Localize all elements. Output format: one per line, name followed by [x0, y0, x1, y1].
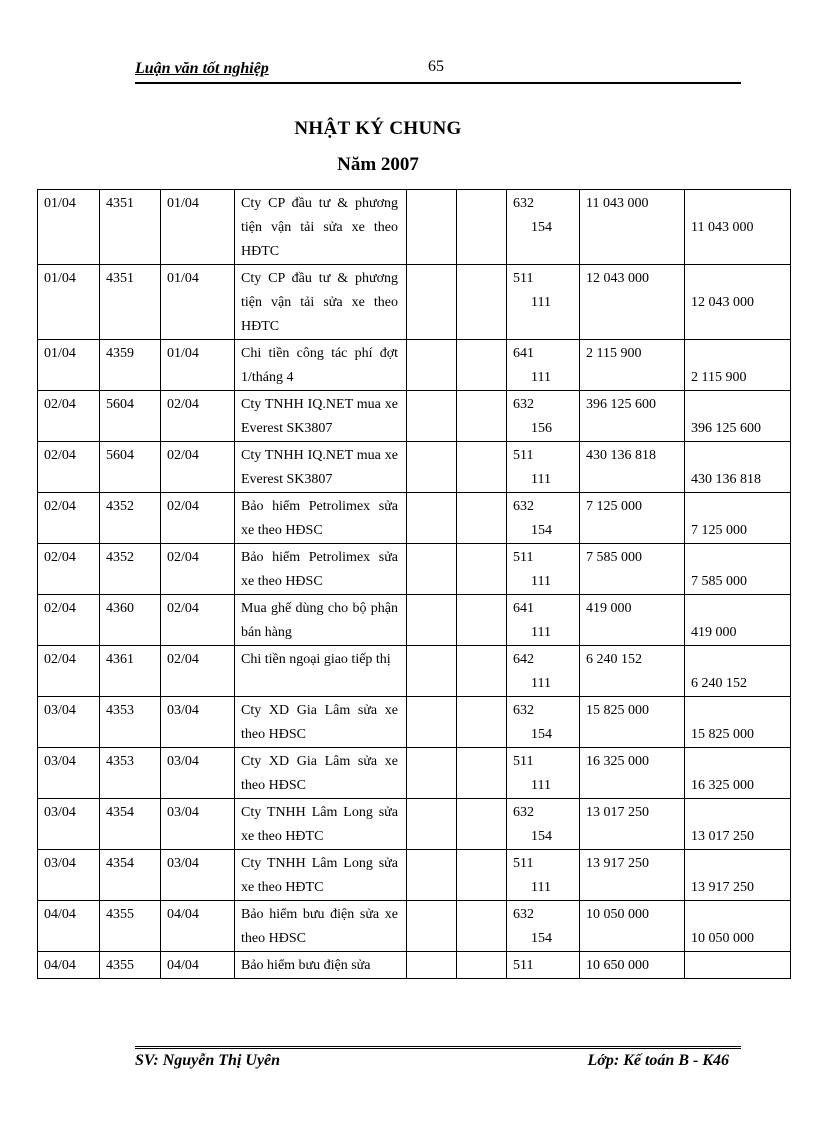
voucher-date: 02/04: [161, 646, 235, 697]
debit-account: 632: [513, 703, 534, 718]
entry-date: 02/04: [38, 595, 100, 646]
account-numbers: [507, 190, 580, 265]
credit-account: 156: [531, 421, 552, 436]
account-numbers: [507, 748, 580, 799]
debit-amount: 13 017 250: [580, 799, 685, 850]
thesis-label: Luận văn tốt nghiệp: [135, 60, 269, 77]
voucher-number: 4355: [100, 901, 161, 952]
ledger-page: [407, 901, 457, 952]
credit-amount: 15 825 000: [685, 697, 791, 748]
journal-body: [38, 190, 791, 979]
table-row: [38, 952, 791, 979]
entry-date: 02/04: [38, 391, 100, 442]
table-row: [38, 391, 791, 442]
debit-amount: 11 043 000: [580, 190, 685, 265]
line-number: [457, 265, 507, 340]
journal-table: [37, 189, 791, 979]
credit-amount: 11 043 000: [685, 190, 791, 265]
credit-amount: 419 000: [685, 595, 791, 646]
debit-amount: 7 125 000: [580, 493, 685, 544]
account-numbers: [507, 493, 580, 544]
credit-amount: 13 917 250: [685, 850, 791, 901]
ledger-page: [407, 340, 457, 391]
class-label: Lớp: Kế toán B - K46: [587, 1052, 729, 1069]
credit-amount: 2 115 900: [685, 340, 791, 391]
voucher-date: 03/04: [161, 799, 235, 850]
credit-account: 154: [531, 523, 552, 538]
entry-description: Cty CP đầu tư & phương tiện vận tải sửa xe theo HĐTC: [235, 265, 407, 340]
entry-description: Cty TNHH IQ.NET mua xe Everest SK3807: [235, 442, 407, 493]
account-numbers: [507, 799, 580, 850]
entry-date: 04/04: [38, 952, 100, 979]
entry-description: Chi tiền công tác phí đợt 1/tháng 4: [235, 340, 407, 391]
voucher-number: 4354: [100, 850, 161, 901]
debit-amount: 10 050 000: [580, 901, 685, 952]
entry-date: 01/04: [38, 265, 100, 340]
debit-account: 511: [513, 958, 534, 973]
voucher-number: 4361: [100, 646, 161, 697]
debit-account: 511: [513, 271, 534, 286]
debit-amount: 13 917 250: [580, 850, 685, 901]
line-number: [457, 697, 507, 748]
entry-date: 02/04: [38, 442, 100, 493]
debit-amount: 6 240 152: [580, 646, 685, 697]
document-year: Năm 2007: [337, 154, 419, 175]
ledger-page: [407, 493, 457, 544]
account-numbers: [507, 901, 580, 952]
line-number: [457, 748, 507, 799]
debit-amount: 7 585 000: [580, 544, 685, 595]
debit-account: 511: [513, 856, 534, 871]
table-row: [38, 190, 791, 265]
table-row: [38, 850, 791, 901]
entry-description: Cty XD Gia Lâm sửa xe theo HĐSC: [235, 697, 407, 748]
entry-description: Cty TNHH Lâm Long sửa xe theo HĐTC: [235, 799, 407, 850]
debit-account: 641: [513, 346, 534, 361]
debit-account: 632: [513, 397, 534, 412]
voucher-number: 5604: [100, 391, 161, 442]
voucher-date: 04/04: [161, 952, 235, 979]
line-number: [457, 190, 507, 265]
debit-account: 632: [513, 196, 534, 211]
debit-account: 642: [513, 652, 534, 667]
student-name: SV: Nguyễn Thị Uyên: [135, 1052, 281, 1069]
credit-account: 154: [531, 829, 552, 844]
table-row: [38, 901, 791, 952]
credit-amount: 396 125 600: [685, 391, 791, 442]
page-header: [135, 58, 741, 84]
line-number: [457, 799, 507, 850]
entry-description: Chi tiền ngoại giao tiếp thị: [235, 646, 407, 697]
entry-description: Bảo hiểm Petrolimex sửa xe theo HĐSC: [235, 544, 407, 595]
table-row: [38, 697, 791, 748]
entry-date: 02/04: [38, 493, 100, 544]
credit-amount: 7 585 000: [685, 544, 791, 595]
credit-amount: 10 050 000: [685, 901, 791, 952]
credit-account: 111: [531, 370, 551, 385]
entry-date: 03/04: [38, 799, 100, 850]
credit-amount: 16 325 000: [685, 748, 791, 799]
line-number: [457, 442, 507, 493]
ledger-page: [407, 442, 457, 493]
account-numbers: [507, 442, 580, 493]
voucher-number: 5604: [100, 442, 161, 493]
credit-account: 111: [531, 295, 551, 310]
account-numbers: [507, 544, 580, 595]
table-row: [38, 595, 791, 646]
credit-account: 154: [531, 220, 552, 235]
document-title: NHẬT KÝ CHUNG: [294, 118, 462, 139]
credit-account: 154: [531, 931, 552, 946]
account-numbers: [507, 646, 580, 697]
voucher-number: 4351: [100, 265, 161, 340]
voucher-date: 04/04: [161, 901, 235, 952]
page-footer: [135, 1046, 741, 1077]
ledger-page: [407, 952, 457, 979]
account-numbers: [507, 391, 580, 442]
entry-description: Mua ghế dùng cho bộ phận bán hàng: [235, 595, 407, 646]
debit-account: 632: [513, 499, 534, 514]
line-number: [457, 646, 507, 697]
voucher-number: 4353: [100, 748, 161, 799]
credit-amount: 12 043 000: [685, 265, 791, 340]
debit-account: 511: [513, 754, 534, 769]
line-number: [457, 595, 507, 646]
account-numbers: [507, 697, 580, 748]
debit-account: 511: [513, 448, 534, 463]
table-row: [38, 544, 791, 595]
voucher-number: 4355: [100, 952, 161, 979]
debit-amount: 16 325 000: [580, 748, 685, 799]
voucher-date: 01/04: [161, 340, 235, 391]
line-number: [457, 952, 507, 979]
line-number: [457, 901, 507, 952]
voucher-date: 03/04: [161, 748, 235, 799]
credit-account: 111: [531, 676, 551, 691]
voucher-number: 4359: [100, 340, 161, 391]
voucher-date: 03/04: [161, 850, 235, 901]
line-number: [457, 544, 507, 595]
table-row: [38, 799, 791, 850]
ledger-page: [407, 799, 457, 850]
account-numbers: [507, 340, 580, 391]
table-row: [38, 646, 791, 697]
ledger-page: [407, 748, 457, 799]
entry-date: 01/04: [38, 340, 100, 391]
account-numbers: [507, 952, 580, 979]
credit-account: 111: [531, 880, 551, 895]
voucher-date: 02/04: [161, 544, 235, 595]
table-row: [38, 748, 791, 799]
table-row: [38, 265, 791, 340]
ledger-page: [407, 595, 457, 646]
table-row: [38, 442, 791, 493]
ledger-page: [407, 190, 457, 265]
table-row: [38, 493, 791, 544]
entry-date: 03/04: [38, 850, 100, 901]
credit-amount: [685, 952, 791, 979]
line-number: [457, 340, 507, 391]
debit-amount: 12 043 000: [580, 265, 685, 340]
entry-date: 03/04: [38, 748, 100, 799]
voucher-date: 03/04: [161, 697, 235, 748]
voucher-date: 02/04: [161, 442, 235, 493]
entry-description: Bảo hiểm Petrolimex sửa xe theo HĐSC: [235, 493, 407, 544]
debit-account: 641: [513, 601, 534, 616]
ledger-page: [407, 265, 457, 340]
account-numbers: [507, 595, 580, 646]
voucher-number: 4353: [100, 697, 161, 748]
ledger-page: [407, 697, 457, 748]
debit-amount: 419 000: [580, 595, 685, 646]
ledger-page: [407, 544, 457, 595]
entry-description: Bảo hiểm bưu điện sửa xe theo HĐSC: [235, 901, 407, 952]
credit-amount: 430 136 818: [685, 442, 791, 493]
credit-account: 111: [531, 472, 551, 487]
entry-description: Cty TNHH Lâm Long sửa xe theo HĐTC: [235, 850, 407, 901]
voucher-number: 4354: [100, 799, 161, 850]
credit-amount: 7 125 000: [685, 493, 791, 544]
voucher-date: 02/04: [161, 493, 235, 544]
debit-amount: 396 125 600: [580, 391, 685, 442]
debit-account: 632: [513, 805, 534, 820]
credit-account: 111: [531, 625, 551, 640]
debit-account: 511: [513, 550, 534, 565]
voucher-number: 4352: [100, 493, 161, 544]
credit-account: 111: [531, 574, 551, 589]
entry-description: Cty TNHH IQ.NET mua xe Everest SK3807: [235, 391, 407, 442]
entry-description: Cty XD Gia Lâm sửa xe theo HĐSC: [235, 748, 407, 799]
voucher-date: 02/04: [161, 391, 235, 442]
line-number: [457, 391, 507, 442]
voucher-date: 02/04: [161, 595, 235, 646]
line-number: [457, 493, 507, 544]
ledger-page: [407, 850, 457, 901]
voucher-number: 4351: [100, 190, 161, 265]
voucher-number: 4360: [100, 595, 161, 646]
credit-amount: 13 017 250: [685, 799, 791, 850]
account-numbers: [507, 850, 580, 901]
ledger-page: [407, 646, 457, 697]
entry-date: 02/04: [38, 646, 100, 697]
voucher-number: 4352: [100, 544, 161, 595]
line-number: [457, 850, 507, 901]
debit-amount: 2 115 900: [580, 340, 685, 391]
credit-account: 154: [531, 727, 552, 742]
entry-date: 02/04: [38, 544, 100, 595]
account-numbers: [507, 265, 580, 340]
entry-description: Cty CP đầu tư & phương tiện vận tải sửa xe theo HĐTC: [235, 190, 407, 265]
credit-account: 111: [531, 778, 551, 793]
debit-amount: 15 825 000: [580, 697, 685, 748]
entry-date: 03/04: [38, 697, 100, 748]
credit-amount: 6 240 152: [685, 646, 791, 697]
page-number: 65: [428, 58, 444, 75]
voucher-date: 01/04: [161, 265, 235, 340]
table-row: [38, 340, 791, 391]
debit-amount: 10 650 000: [580, 952, 685, 979]
entry-date: 01/04: [38, 190, 100, 265]
voucher-date: 01/04: [161, 190, 235, 265]
entry-description: Bảo hiểm bưu điện sửa: [235, 952, 407, 979]
debit-account: 632: [513, 907, 534, 922]
ledger-page: [407, 391, 457, 442]
debit-amount: 430 136 818: [580, 442, 685, 493]
entry-date: 04/04: [38, 901, 100, 952]
